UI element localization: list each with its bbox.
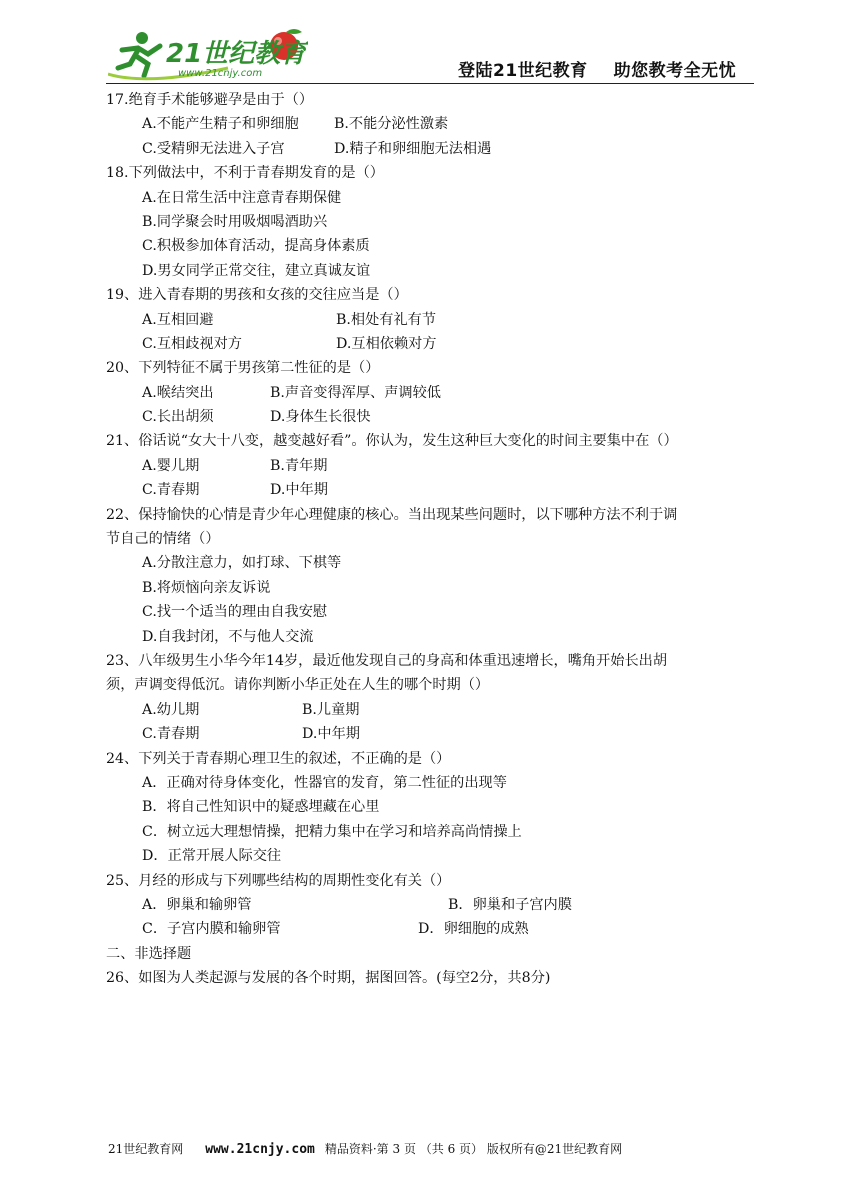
option: D.中年期: [270, 482, 328, 499]
option: B．将自己性知识中的疑惑埋藏在心里: [142, 799, 380, 816]
question-stem: 18.下列做法中，不利于青春期发育的是（）: [106, 165, 384, 182]
option: D.精子和卵细胞无法相遇: [334, 140, 492, 157]
header-slogan: [458, 56, 736, 81]
logo-text: 21世纪教育: [166, 39, 307, 69]
option-row: [106, 893, 766, 917]
option-row: [106, 478, 766, 502]
option: A．正确对待身体变化，性器官的发育，第二性征的出现等: [142, 774, 507, 791]
question-stem-continued: 节自己的情绪（）: [106, 531, 220, 548]
option: B.将烦恼向亲友诉说: [142, 579, 271, 596]
option-row: [106, 405, 766, 429]
option: C.积极参加体育活动，提高身体素质: [142, 238, 370, 255]
section-heading: 二、非选择题: [106, 945, 192, 962]
question-stem: 24、下列关于青春期心理卫生的叙述，不正确的是（）: [106, 750, 451, 767]
option-row: [106, 308, 766, 332]
option-row: [106, 112, 766, 136]
question-stem: 21、俗话说“女大十八变，越变越好看”。你认为，发生这种巨大变化的时间主要集中在（）: [106, 433, 678, 450]
option: D．卵细胞的成熟: [418, 921, 529, 938]
option-row: [106, 137, 766, 161]
option: D.互相依赖对方: [336, 335, 437, 352]
footer-page-info: 精品资料·第 3 页 （共 6 页） 版权所有@21世纪教育网: [324, 1142, 623, 1156]
option: B.相处有礼有节: [336, 311, 437, 328]
option: C.青春期: [142, 726, 200, 743]
question-stem: 23、八年级男生小华今年14岁，最近他发现自己的身高和体重迅速增长，嘴角开始长出胡: [106, 652, 668, 669]
option: D.男女同学正常交往，建立真诚友谊: [142, 262, 371, 279]
option: C.找一个适当的理由自我安慰: [142, 604, 328, 621]
question-stem: 17.绝育手术能够避孕是由于（）: [106, 92, 314, 108]
option: D.自我封闭，不与他人交流: [142, 628, 314, 645]
logo-graphic: [108, 28, 308, 82]
option: D.中年期: [302, 726, 360, 743]
option: A.在日常生活中注意青春期保健: [142, 189, 342, 206]
header-divider: [106, 83, 754, 84]
option: C.互相歧视对方: [142, 335, 242, 352]
question-stem: 20、下列特征不属于男孩第二性征的是（）: [106, 360, 380, 377]
logo-url: www.21cnjy.com: [178, 68, 263, 79]
option: C．子宫内膜和输卵管: [142, 921, 281, 938]
option: A.婴儿期: [142, 457, 200, 474]
option: A.喉结突出: [142, 384, 214, 401]
option-row: [106, 722, 766, 746]
option: C．树立远大理想情操，把精力集中在学习和培养高尚情操上: [142, 823, 522, 840]
option: C.青春期: [142, 482, 200, 499]
slogan-left: 登陆21世纪教育: [458, 61, 588, 81]
option: B.儿童期: [302, 701, 360, 718]
option-row: [106, 332, 766, 356]
option: B.不能分泌性激素: [334, 116, 449, 133]
option: A．卵巢和输卵管: [142, 896, 252, 913]
option: B.青年期: [270, 457, 328, 474]
option-row: [106, 917, 766, 941]
option: C.受精卵无法进入子宫: [142, 140, 285, 157]
slogan-right: 助您教考全无忧: [613, 61, 737, 81]
option: B．卵巢和子宫内膜: [448, 896, 572, 913]
footer-site-link[interactable]: www.21cnjy.com: [205, 1142, 315, 1157]
question-stem: 26、如图为人类起源与发展的各个时期，据图回答。(每空2分，共8分): [106, 970, 551, 987]
option: A.分散注意力，如打球、下棋等: [142, 555, 342, 572]
option: D．正常开展人际交往: [142, 848, 282, 865]
footer-left: 21世纪教育网: [108, 1142, 184, 1156]
option: B.同学聚会时用吸烟喝酒助兴: [142, 213, 328, 230]
question-stem: 22、保持愉快的心情是青少年心理健康的核心。当出现某些问题时，以下哪种方法不利于调: [106, 506, 678, 523]
option: C.长出胡须: [142, 409, 214, 426]
footer: [108, 1140, 622, 1157]
option: A.互相回避: [142, 311, 214, 328]
option-row: [106, 381, 766, 405]
logo: [108, 28, 308, 82]
option-row: [106, 454, 766, 478]
option-row: [106, 698, 766, 722]
question-stem: 19、进入青春期的男孩和女孩的交往应当是（）: [106, 287, 408, 304]
option: D.身体生长很快: [270, 409, 371, 426]
question-stem: 25、月经的形成与下列哪些结构的周期性变化有关（）: [106, 872, 451, 889]
option: A.幼儿期: [142, 701, 200, 718]
option: B.声音变得浑厚、声调较低: [270, 384, 441, 401]
question-stem-continued: 须，声调变得低沉。请你判断小华正处在人生的哪个时期（）: [106, 677, 490, 694]
option: A.不能产生精子和卵细胞: [142, 116, 299, 133]
question-list: [106, 88, 766, 990]
